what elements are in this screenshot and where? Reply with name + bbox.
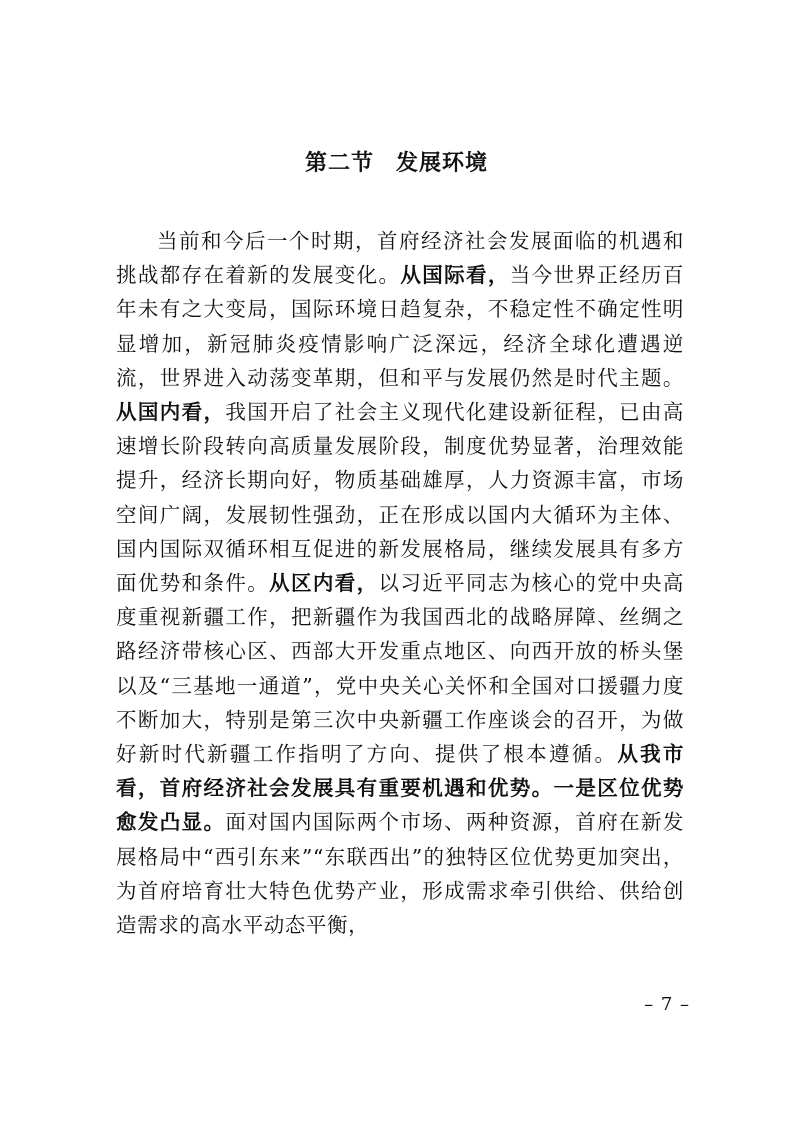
heading-domestic: 从国内看， bbox=[116, 400, 226, 425]
section-number: 第二节 bbox=[304, 150, 374, 176]
body-paragraph bbox=[116, 224, 684, 942]
page-number: – 7 – bbox=[644, 994, 690, 1015]
sentence-intro: 当前和今后一个时期，首府经济社会发展面临的机遇和挑战都存在着新的发展变化。 bbox=[116, 229, 684, 288]
sentence-domestic: 我国开启了社会主义现代化建设新征程，已由高速增长阶段转向高质量发展阶段，制度优势显著，治理效能提升，经济长期向好，物质基础雄厚，人力资源丰富，市场空间广阔，发展韧性强劲，正在形成以国内大循环为主体、国内国际双循环相互促进的新发展格局，继续发展具有多方面优势和条件。 bbox=[116, 400, 685, 596]
sentence-point-one: 面对国内国际两个市场、两种资源，首府在新发展格局中“西引东来”“东联西出”的独特区位优势更加突出，为首府培育壮大特色优势产业，形成需求牵引供给、供给创造需求的高水平动态平衡， bbox=[116, 810, 685, 938]
section-title-text: 发展环境 bbox=[396, 150, 489, 176]
heading-international: 从国际看， bbox=[400, 263, 510, 288]
section-heading bbox=[0, 146, 793, 177]
heading-region: 从区内看， bbox=[269, 571, 379, 596]
sentence-international: 当今世界正经历百年未有之大变局，国际环境日趋复杂，不稳定性不确定性明显增加，新冠肺炎疫情影响广泛深远，经济全球化遭遇逆流，世界进入动荡变革期，但和平与发展仍然是时代主题。 bbox=[116, 263, 684, 390]
heading-city: 从我市看，首府经济社会发展具有重要机遇和优势。 bbox=[116, 742, 684, 801]
heading-point-one: 一是区位优势愈发凸显。 bbox=[116, 776, 684, 835]
sentence-region: 以习近平同志为核心的党中央高度重视新疆工作，把新疆作为我国西北的战略屏障、丝绸之路经济带核心区、西部大开发重点地区、向西开放的桥头堡以及“三基地一通道”，党中央关心关怀和全国对口援疆力度不断加大，特别是第三次中央新疆工作座谈会的召开，为做好新时代新疆工作指明了方向、提供了根本遵循。 bbox=[116, 571, 685, 767]
